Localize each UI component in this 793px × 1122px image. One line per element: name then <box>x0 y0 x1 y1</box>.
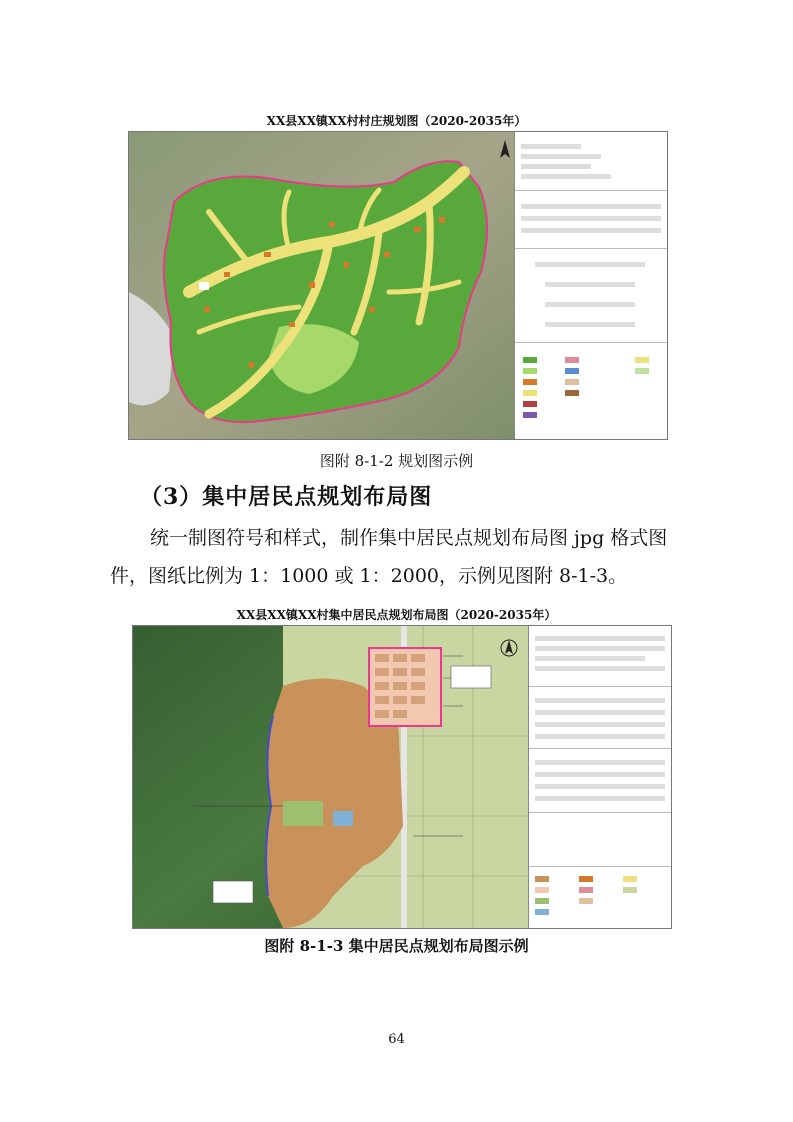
figure2-title: XX县XX镇XX村集中居民点规划布局图（2020-2035年） <box>236 608 557 622</box>
settlement-layout-map <box>132 625 672 929</box>
page-number: 64 <box>388 1032 405 1047</box>
village-plan-map <box>128 131 668 440</box>
figure1-caption: 图附 8-1-2 规划图示例 <box>319 452 474 470</box>
figure2-caption: 图附 8-1-3 集中居民点规划布局图示例 <box>264 937 529 955</box>
body-paragraph: 统一制图符号和样式，制作集中居民点规划布局图 jpg 格式图件，图纸比例为 1：1000 或 1：2000，示例见图附 8-1-3。 <box>110 527 668 587</box>
settlement-legend-panel <box>528 626 672 928</box>
map-legend-panel <box>514 132 668 439</box>
figure1-title: XX县XX镇XX村村庄规划图（2020-2035年） <box>266 114 527 128</box>
section-heading: （3）集中居民点规划布局图 <box>140 484 433 510</box>
